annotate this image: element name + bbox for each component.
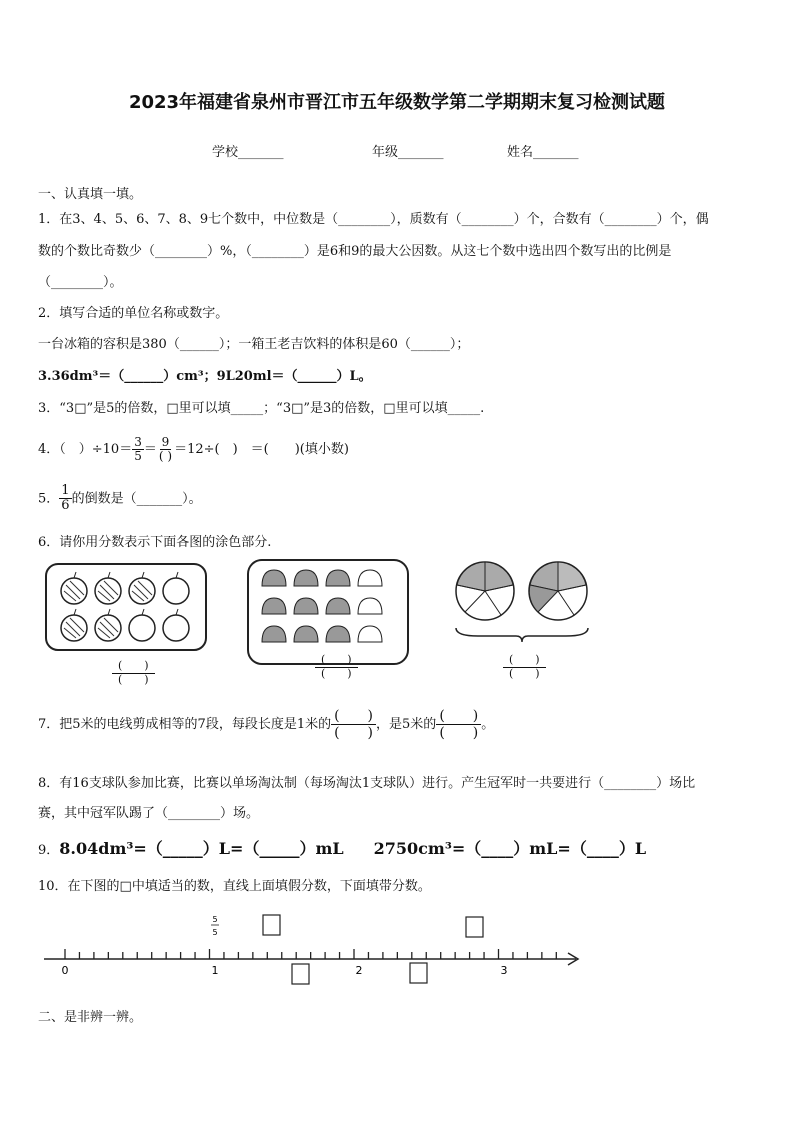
q2-line2: 一台冰箱的容积是380（______）；一箱王老吉饮料的体积是60（______）； [38, 337, 470, 352]
pie-circle-1 [456, 562, 514, 620]
answer-box-above-2[interactable] [466, 917, 483, 937]
q4-text: 4．（ ）÷10＝ $\frac{3}{5}$ ＝ $\frac{9}{( )}$ ＝12÷( ) ＝( )(填小数) [38, 435, 349, 464]
q7-text: 7．把5米的电线剪成相等的7段，每段长度是1米的 $\frac{( )}{( )}$ ，是5米的 $\frac{( )}{( )}$ 。 [38, 708, 495, 742]
grade-field: 年级_______ [372, 145, 444, 160]
answer-box-above-1[interactable] [263, 915, 280, 935]
answer-box-below-1[interactable] [292, 964, 309, 984]
q1-line2: 数的个数比奇数少（________）%，（________）是6和9的最大公因数。从这七个数中选出四个数写出的比例是 [38, 244, 672, 259]
tick-label-2: 2 [355, 964, 363, 977]
q6-blank-1: $\frac{( )}{( )}$ [112, 660, 155, 686]
tick-label-3: 3 [500, 964, 508, 977]
fraction-denominator: 5 [212, 928, 218, 937]
q6-text: 6．请你用分数表示下面各图的涂色部分. [38, 535, 272, 550]
apple-box [46, 564, 206, 650]
q9-part2: 2750cm³=（____）mL=（____）L [373, 839, 647, 858]
school-field: 学校_______ [212, 145, 284, 160]
apple-group [61, 572, 189, 641]
q6-blank-2: $\frac{( )}{( )}$ [315, 654, 358, 680]
q5-fraction: $\frac{1}{6}$ [61, 483, 70, 514]
q4-prefix: 4．（ ）÷10＝ [38, 442, 133, 458]
q8-line2: 赛，其中冠军队踢了（________）场。 [38, 806, 260, 821]
q4-fraction-2: $\frac{9}{( )}$ [158, 435, 173, 464]
answer-box-below-2[interactable] [410, 963, 427, 983]
q8-line1: 8．有16支球队参加比赛，比赛以单场淘汰制（每场淘汰1支球队）进行。产生冠军时一共要进行（________）场比 [38, 776, 696, 791]
q2-line3: 3.36dm³＝（______）cm³；9L20ml＝（______）L。 [38, 369, 372, 384]
q7-blank-2: $\frac{( )}{( )}$ [436, 708, 481, 741]
q6-blank-3: $\frac{( )}{( )}$ [503, 654, 546, 680]
q3-text: 3．“3□”是5的倍数，□里可以填_____；“3□”是3的倍数，□里可以填_____. [38, 401, 485, 416]
section-1-heading: 一、认真填一填。 [38, 187, 143, 202]
brace [456, 628, 588, 642]
tick-marks [65, 949, 556, 959]
q4-suffix: ＝12÷( ) ＝( )(填小数) [174, 442, 349, 458]
pie-circle-2 [529, 562, 587, 620]
q1-line3: （________）。 [38, 275, 123, 290]
tick-label-1: 1 [211, 964, 219, 977]
q5-text: 5． $\frac{1}{6}$ 的倒数是（_______）。 [38, 483, 202, 514]
q10-text: 10．在下图的□中填适当的数，直线上面填假分数，下面填带分数。 [38, 879, 431, 894]
tick-label-0: 0 [61, 964, 69, 977]
section-2-heading: 二、是非辨一辨。 [38, 1010, 143, 1025]
fraction-numerator: 5 [212, 915, 218, 924]
page-title: 2023年福建省泉州市晋江市五年级数学第二学期期末复习检测试题 [128, 92, 666, 113]
peach-group [262, 570, 382, 642]
q9-text: 9．8.04dm³=（_____）L=（_____）mL 2750cm³=（____）mL=（____）L [38, 839, 647, 858]
q4-fraction-1: $\frac{3}{5}$ [134, 435, 142, 464]
q7-blank-1: $\frac{( )}{( )}$ [331, 708, 376, 741]
number-line [38, 908, 598, 988]
name-field: 姓名_______ [507, 145, 579, 160]
q1-line1: 1．在3、4、5、6、7、8、9七个数中，中位数是（________），质数有（________）个，合数有（________）个，偶 [38, 212, 709, 227]
q9-part1: 8.04dm³=（_____）L=（_____）mL [59, 839, 344, 858]
q2-line1: 2．填写合适的单位名称或数字。 [38, 306, 229, 321]
